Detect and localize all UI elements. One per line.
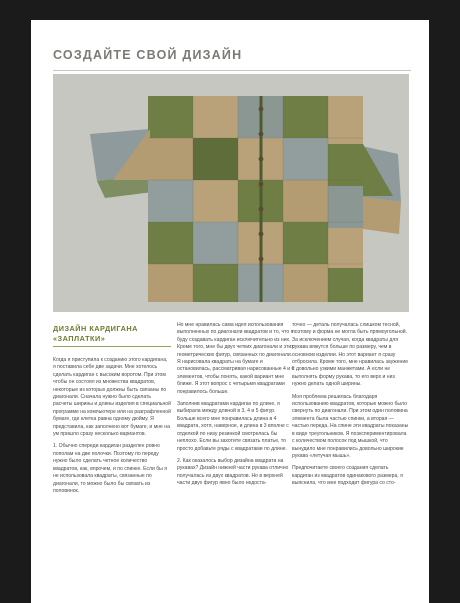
paragraph: Заполнив квадратами кардиган по длине, я выбирала между длиной в 3, 4 и 5 фигур. Больше всего мне понравилась длина в 4 квадрата, хотя, наверное, и длина в 3 вполне с отделкой по низу резинкой смотрелась бы неплохо. Если вы захотите связать платье, то просто добавьте ряды с квадратами по длине.: [177, 401, 289, 452]
cardigan-illustration: [53, 74, 409, 312]
article-subtitle-line-2: «ЗАПЛАТКИ»: [53, 334, 106, 343]
paragraph: 2. Как оказалось выбор дизайна квадрата на рукавах? Дизайн нижней части рукава отлично получалась из двух квадратов. Но в верхней части двух фигур явно было недоста-: [177, 457, 289, 487]
paragraph: точно — деталь получалась слишком тесной, поэтому и форма не могла быть прямоугольной. За исключением случая, когда квадраты для рукава вяжутся больше по размеру, чем в основном изделии. Но этот вариант я сразу отбросила. Кроме того, мне нравилась заужение с довольно узкими манжетами. А если не выполнять форму рукава, то его верх и низ нужно делать одной ширины.: [292, 322, 409, 388]
article-subtitle: [53, 324, 171, 344]
paragraph: Но мне нравилась сама идея использования выполненных по диагонали квадратов и то, что я буду создавать кардиган исключительно из них. Кроме того, мне бы двух четких диагонали и этих геометрических фигур, связанных по диагонали. Я нарисовала квадраты на бумаге и остановилась, рассматривая нарисованные 4 и 6 элементов, чтобы понять, какой вариант мне ближе. Я этот вопрос с четырьмя квадратами понравилось больше.: [177, 322, 295, 395]
magazine-page: [31, 20, 429, 603]
subtitle-rule: [53, 346, 171, 347]
article-column-2: [177, 322, 295, 602]
heading-rule: [53, 70, 411, 71]
article-subtitle-line-1: ДИЗАЙН КАРДИГАНА: [53, 324, 138, 333]
paragraph: Когда я приступила к созданию этого кардигана, я поставила себе две задачи. Мне хотелось сделать кардиган с высоким воротом. При этом чтобы он состоял из множества квадратов, некоторые из которых должны быть связаны по диагонали. Сначала нужно было сделать расчеты ширины и длины изделия в специальной программе на компьютере или на разграфленной бумаге, где клетка равна одному дюйму. Я представила, как заполнено вот бумаге, и мне на ум пришло сразу несколько вариантов.: [53, 357, 171, 438]
body-squares: [148, 96, 363, 302]
cardigan-photo: [53, 74, 409, 312]
paragraph: Предпочитаете своего создания сделать кардиган из квадратов одинакового размера, я выяснила, что мне подходит фигура со сто-: [292, 465, 403, 487]
paragraph: Моя проблема решилась благодаря использованию квадратов, которые можно было свернуть по диагонали. При этом один половина элемента была частью спинки, а вторая — частью переда. На спине эти квадраты показаны в виде треугольников. Я поэкспериментировала с количеством полосок под мышкой, что вынудило мне понравились довольно широкие рукава «летучая мышь».: [292, 393, 409, 459]
article-column-1: [53, 322, 171, 602]
page-heading: СОЗДАЙТЕ СВОЙ ДИЗАЙН: [53, 48, 243, 62]
paragraph: 1. Обычно спереди кардиган разделен ровно пополам на две полочки. Поэтому по переду нужно было сделать четное количество квадратов, как, впрочем, и по спинке. Если бы я не использовала квадраты, связанные по диагонали, то можно было бы связать из половинок.: [53, 443, 168, 494]
article-column-3: [292, 322, 410, 602]
